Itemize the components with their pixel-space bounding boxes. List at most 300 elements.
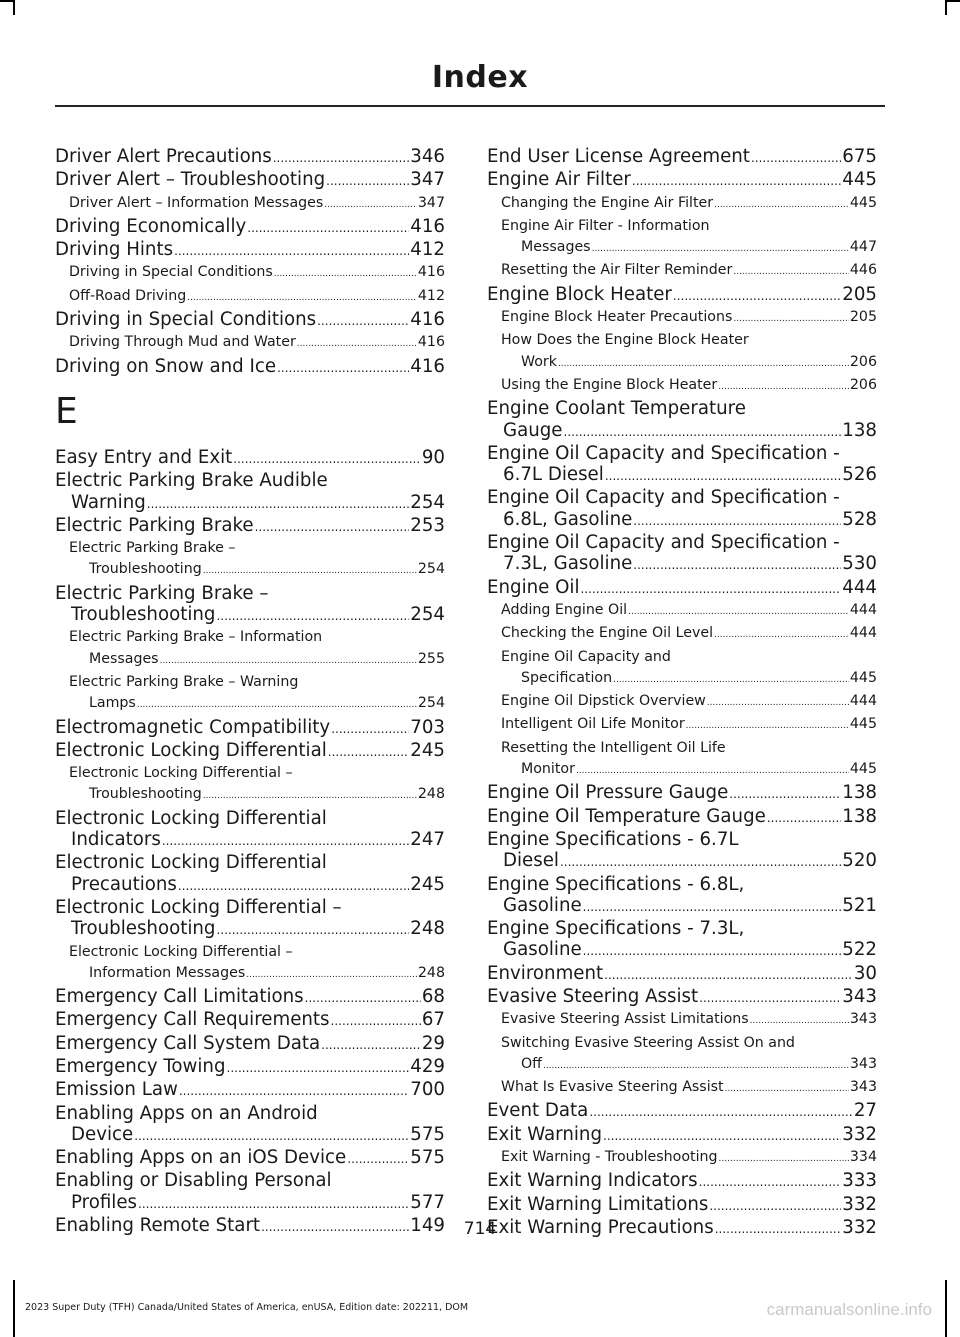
dot-leader	[255, 517, 410, 538]
index-entry-text: Driving on Snow and Ice	[55, 355, 277, 377]
index-page-number: 522	[842, 939, 877, 961]
index-subentry	[487, 1077, 877, 1100]
index-subentry	[487, 1054, 877, 1077]
index-page-number: 343	[842, 985, 877, 1007]
index-subentry	[487, 759, 877, 782]
dot-leader	[613, 670, 849, 691]
index-entry-text: Information Messages	[89, 964, 246, 981]
index-entry	[55, 1009, 445, 1032]
dot-leader	[714, 625, 849, 646]
index-page-number: 149	[410, 1215, 445, 1237]
index-entry-heading: Engine Specifications - 6.8L,	[487, 873, 745, 895]
dot-leader	[147, 494, 410, 515]
index-entry-text: Evasive Steering Assist Limitations	[501, 1011, 749, 1028]
index-entry-text: Easy Entry and Exit	[55, 446, 233, 468]
index-page-number: 346	[410, 146, 445, 167]
dot-leader	[216, 920, 409, 941]
index-subentry	[487, 193, 877, 216]
index-page-number: 343	[849, 1079, 877, 1096]
dot-leader	[633, 511, 841, 532]
index-page-number: 528	[842, 508, 877, 530]
index-entry-heading: Electric Parking Brake –	[55, 582, 269, 604]
index-subentry	[55, 693, 445, 716]
dot-leader	[719, 1149, 849, 1170]
index-page-number: 332	[842, 1193, 877, 1215]
dot-leader	[604, 965, 853, 986]
index-subentry	[55, 649, 445, 672]
dot-leader	[216, 606, 409, 627]
index-page-number: 700	[410, 1079, 445, 1101]
index-entry-text: Changing the Engine Air Filter	[501, 194, 714, 211]
index-subentry	[55, 286, 445, 309]
index-page-number: 675	[842, 146, 877, 167]
index-entry-text: Troubleshooting	[89, 786, 202, 803]
index-entry	[55, 717, 445, 740]
index-entry-text: Engine Block Heater	[487, 283, 672, 305]
dot-leader	[589, 1102, 853, 1123]
index-entry-heading: Electric Parking Brake Audible	[55, 470, 328, 492]
index-entry	[487, 1100, 877, 1123]
index-entry	[487, 1170, 877, 1193]
index-entry-text: Evasive Steering Assist	[487, 985, 699, 1007]
index-page-number: 30	[853, 962, 877, 984]
crop-mark	[13, 1280, 15, 1337]
index-subentry	[487, 1009, 877, 1032]
index-entry-heading: Electronic Locking Differential	[55, 807, 327, 829]
dot-leader	[203, 786, 417, 807]
index-page-number: 521	[842, 894, 877, 916]
index-entry-text: Indicators	[71, 829, 161, 851]
index-entry-text: Driving Hints	[55, 239, 174, 261]
index-subentry	[55, 193, 445, 216]
index-entry	[55, 447, 445, 470]
index-subentry	[487, 352, 877, 375]
dot-leader	[543, 1056, 849, 1077]
index-entry-text: Using the Engine Block Heater	[501, 376, 718, 393]
dot-leader	[673, 286, 841, 307]
index-entry-text: Checking the Engine Oil Level	[501, 625, 714, 642]
index-entry-heading: Electronic Locking Differential	[55, 852, 327, 874]
index-entry-text: Adding Engine Oil	[501, 601, 628, 618]
index-entry-text: Event Data	[487, 1100, 589, 1122]
dot-leader	[137, 695, 417, 716]
index-entry-text: Engine Oil Pressure Gauge	[487, 782, 729, 804]
index-subentry	[487, 260, 877, 283]
index-page-number: 206	[849, 376, 877, 393]
dot-leader	[203, 561, 417, 582]
index-page-number: 254	[410, 604, 445, 626]
dot-leader	[134, 1126, 409, 1147]
index-entry	[487, 464, 877, 487]
dot-leader	[138, 1194, 409, 1215]
index-page-number: 444	[842, 576, 877, 598]
index-page-number: 416	[410, 309, 445, 331]
index-page-number: 255	[417, 650, 445, 667]
index-page-number: 254	[410, 491, 445, 513]
index-entry-text: Exit Warning - Troubleshooting	[501, 1149, 718, 1166]
dot-leader	[305, 988, 421, 1009]
index-page-number: 334	[849, 1149, 877, 1166]
index-subentry	[487, 307, 877, 330]
dot-leader	[699, 988, 841, 1009]
index-page-number: 67	[421, 1009, 445, 1031]
index-page-number: 445	[849, 761, 877, 778]
index-entry-text: Driving in Special Conditions	[69, 264, 273, 281]
dot-leader	[560, 852, 841, 873]
index-page-number: 429	[410, 1055, 445, 1077]
index-page-number: 416	[410, 215, 445, 237]
index-entry	[487, 509, 877, 532]
index-entry-text: Specification	[521, 669, 613, 686]
index-subentry	[55, 332, 445, 355]
index-letter-heading: E	[55, 390, 78, 432]
index-entry-text: Exit Warning Indicators	[487, 1170, 698, 1192]
watermark-logo: carmanualsonline.info	[766, 1300, 932, 1319]
index-page-number: 245	[410, 873, 445, 895]
page-title: Index	[431, 60, 529, 95]
dot-leader	[174, 241, 409, 262]
index-page-number: 343	[849, 1011, 877, 1028]
index-entry-text: Troubleshooting	[71, 918, 216, 940]
index-entry-text: Exit Warning Precautions	[487, 1216, 714, 1238]
index-subentry	[55, 963, 445, 986]
dot-leader	[718, 377, 849, 398]
dot-leader	[603, 1126, 841, 1147]
index-entry-text: Driver Alert – Information Messages	[69, 194, 324, 211]
index-entry-heading: Engine Oil Capacity and Specification -	[487, 487, 840, 509]
index-page-number: 206	[849, 353, 877, 370]
dot-leader	[233, 449, 421, 470]
dot-leader	[632, 171, 841, 192]
index-entry-text: Environment	[487, 962, 604, 984]
index-page-number: 445	[849, 194, 877, 211]
crop-mark	[945, 1280, 947, 1337]
dot-leader	[767, 808, 841, 829]
index-entry-text: Emission Law	[55, 1079, 178, 1101]
dot-leader	[247, 218, 409, 239]
index-entry-text: Electronic Locking Differential	[55, 739, 327, 761]
index-entry-heading: Electric Parking Brake – Warning	[69, 673, 299, 690]
index-entry-text: Driver Alert – Troubleshooting	[55, 169, 326, 191]
index-entry-heading: How Does the Engine Block Heater	[501, 332, 749, 349]
edition-footer: 2023 Super Duty (TFH) Canada/United States of America, enUSA, Edition date: 202211, DOM	[25, 1302, 469, 1313]
dot-leader	[326, 171, 409, 192]
index-entry-text: Emergency Towing	[55, 1055, 226, 1077]
index-subentry	[55, 784, 445, 807]
index-entry	[487, 577, 877, 600]
dot-leader	[331, 719, 409, 740]
dot-leader	[227, 1058, 410, 1079]
index-entry	[55, 1192, 445, 1215]
dot-leader	[709, 1196, 841, 1217]
index-entry	[487, 420, 877, 443]
dot-leader	[179, 1081, 409, 1102]
dot-leader	[714, 195, 849, 216]
index-page-number: 444	[849, 693, 877, 710]
index-entry-heading: Engine Oil Capacity and	[501, 648, 671, 665]
index-entry-heading: Engine Specifications - 6.7L	[487, 828, 739, 850]
index-page-number: 343	[849, 1055, 877, 1072]
index-page-number: 29	[421, 1032, 445, 1054]
dot-leader	[317, 311, 409, 332]
index-entry-text: End User License Agreement	[487, 146, 750, 167]
index-entry-heading: Engine Oil Capacity and Specification -	[487, 442, 840, 464]
index-page-number: 253	[410, 514, 445, 536]
index-page-number: 332	[842, 1216, 877, 1238]
index-entry	[55, 492, 445, 515]
index-entry	[55, 146, 445, 169]
index-entry-text: Exit Warning	[487, 1123, 602, 1145]
dot-leader	[592, 239, 849, 260]
index-column-left	[55, 146, 445, 1238]
index-entry	[55, 1124, 445, 1147]
index-page-number: 90	[421, 446, 445, 468]
index-entry-text: 6.7L Diesel	[503, 464, 604, 486]
index-page-number: 27	[853, 1100, 877, 1122]
dot-leader	[751, 148, 841, 169]
index-page-number: 68	[421, 986, 445, 1008]
dot-leader	[274, 264, 417, 285]
dot-leader	[725, 1079, 849, 1100]
index-entry	[55, 1147, 445, 1170]
index-subentry	[487, 623, 877, 646]
dot-leader	[581, 579, 842, 600]
index-page-number: 416	[410, 355, 445, 377]
index-entry-text: Off	[521, 1055, 542, 1072]
index-entry-text: 6.8L, Gasoline	[503, 508, 633, 530]
dot-leader	[321, 1035, 421, 1056]
index-page-number: 205	[849, 309, 877, 326]
index-entry-text: Engine Block Heater Precautions	[501, 309, 733, 326]
index-entry-text: Gasoline	[503, 939, 582, 961]
index-entry-text: Resetting the Air Filter Reminder	[501, 262, 733, 279]
index-entry-text: Emergency Call Requirements	[55, 1009, 330, 1031]
index-entry	[55, 239, 445, 262]
index-page-number: 520	[842, 850, 877, 872]
index-entry	[55, 874, 445, 897]
dot-leader	[699, 1172, 842, 1193]
index-entry-heading: Engine Air Filter - Information	[501, 217, 710, 234]
index-entry-text: Messages	[521, 239, 591, 256]
index-entry	[55, 169, 445, 192]
index-page-number: 444	[849, 625, 877, 642]
index-entry-text: Exit Warning Limitations	[487, 1193, 709, 1215]
index-page-number: 248	[417, 964, 445, 981]
index-entry-text: What Is Evasive Steering Assist	[501, 1079, 724, 1096]
index-entry	[55, 216, 445, 239]
dot-leader	[729, 784, 841, 805]
dot-leader	[564, 422, 842, 443]
index-page-number: 577	[410, 1191, 445, 1213]
index-page-number: 333	[842, 1170, 877, 1192]
index-page-number: 412	[417, 287, 445, 304]
index-page-number: 526	[842, 464, 877, 486]
index-page-number: 445	[849, 669, 877, 686]
index-entry	[487, 850, 877, 873]
index-entry-heading: Engine Oil Capacity and Specification -	[487, 532, 840, 554]
index-entry	[487, 986, 877, 1009]
index-subentry	[487, 1147, 877, 1170]
index-entry-heading: Engine Specifications - 7.3L,	[487, 918, 745, 940]
dot-leader	[605, 466, 841, 487]
index-entry	[55, 829, 445, 852]
index-entry-heading: Electronic Locking Differential –	[69, 765, 293, 782]
index-page-number: 575	[410, 1147, 445, 1169]
index-entry	[55, 740, 445, 763]
index-entry-text: Enabling Apps on an iOS Device	[55, 1147, 347, 1169]
index-subentry	[55, 262, 445, 285]
index-entry	[487, 553, 877, 576]
index-entry-heading: Electronic Locking Differential –	[55, 896, 342, 918]
index-page-number: 248	[417, 786, 445, 803]
index-entry-text: Driving in Special Conditions	[55, 309, 317, 331]
index-entry	[487, 963, 877, 986]
index-entry-text: Emergency Call System Data	[55, 1032, 321, 1054]
index-entry	[487, 782, 877, 805]
index-page-number: 248	[410, 918, 445, 940]
index-entry	[55, 309, 445, 332]
dot-leader	[583, 897, 842, 918]
index-entry	[55, 1056, 445, 1079]
index-entry	[487, 1194, 877, 1217]
index-entry	[55, 918, 445, 941]
index-entry-text: Troubleshooting	[89, 561, 202, 578]
index-entry	[487, 284, 877, 307]
index-page-number: 412	[410, 239, 445, 261]
index-entry-heading: Electronic Locking Differential –	[69, 943, 293, 960]
dot-leader	[162, 831, 409, 852]
index-entry	[487, 169, 877, 192]
index-entry-text: Work	[521, 353, 557, 370]
index-entry-heading: Enabling or Disabling Personal	[55, 1170, 332, 1192]
dot-leader	[576, 761, 849, 782]
dot-leader	[187, 288, 417, 309]
dot-leader	[707, 693, 849, 714]
index-entry	[55, 1033, 445, 1056]
dot-leader	[633, 555, 841, 576]
index-page-number: 444	[849, 601, 877, 618]
index-column-right	[487, 146, 877, 1240]
index-entry	[55, 604, 445, 627]
index-entry-text: Intelligent Oil Life Monitor	[501, 716, 685, 733]
dot-leader	[750, 1011, 849, 1032]
index-page-number: 254	[417, 561, 445, 578]
index-entry-heading: Enabling Apps on an Android	[55, 1102, 318, 1124]
index-page-number: 347	[410, 169, 445, 191]
index-entry-heading: Resetting the Intelligent Oil Life	[501, 739, 726, 756]
index-entry	[487, 939, 877, 962]
index-page-number: 530	[842, 553, 877, 575]
index-entry	[487, 146, 877, 169]
index-entry	[487, 895, 877, 918]
index-subentry	[55, 559, 445, 582]
index-entry-text: Lamps	[89, 695, 136, 712]
index-page-number: 254	[417, 695, 445, 712]
index-page-number: 205	[842, 283, 877, 305]
index-entry-text: 7.3L, Gasoline	[503, 553, 633, 575]
dot-leader	[733, 309, 849, 330]
index-entry-text: Gasoline	[503, 894, 582, 916]
index-entry-heading: Engine Coolant Temperature	[487, 398, 746, 420]
index-page-number: 416	[417, 334, 445, 351]
index-entry-text: Electromagnetic Compatibility	[55, 716, 331, 738]
index-entry	[55, 356, 445, 379]
crop-mark	[945, 0, 960, 2]
index-entry-heading: Electric Parking Brake –	[69, 540, 236, 557]
index-entry-text: Electric Parking Brake	[55, 514, 254, 536]
crop-mark	[13, 0, 15, 15]
dot-leader	[331, 1011, 421, 1032]
dot-leader	[178, 876, 409, 897]
index-page-number: 447	[849, 239, 877, 256]
index-entry	[487, 1124, 877, 1147]
index-entry	[55, 1079, 445, 1102]
index-entry-heading: Electric Parking Brake – Information	[69, 629, 323, 646]
index-entry-text: Engine Air Filter	[487, 169, 631, 191]
dot-leader	[686, 716, 849, 737]
index-page-number: 446	[849, 262, 877, 279]
index-page-number: 138	[842, 782, 877, 804]
index-entry	[55, 515, 445, 538]
index-page-number: 347	[417, 194, 445, 211]
index-page-number: 416	[417, 264, 445, 281]
index-page-number: 445	[849, 716, 877, 733]
index-page-number: 138	[842, 805, 877, 827]
index-entry	[55, 986, 445, 1009]
index-entry	[487, 806, 877, 829]
crop-mark	[945, 0, 947, 15]
dot-leader	[347, 1149, 409, 1170]
dot-leader	[733, 262, 849, 283]
dot-leader	[583, 941, 842, 962]
index-entry-text: Off-Road Driving	[69, 287, 187, 304]
index-entry-text: Warning	[71, 491, 146, 513]
index-page-number: 703	[410, 716, 445, 738]
index-page-number: 332	[842, 1123, 877, 1145]
index-entry-text: Messages	[89, 650, 159, 667]
index-entry-text: Gauge	[503, 419, 563, 441]
dot-leader	[160, 651, 417, 672]
index-page-number: 247	[410, 829, 445, 851]
index-entry-text: Monitor	[521, 761, 575, 778]
index-subentry	[487, 375, 877, 398]
index-subentry	[487, 600, 877, 623]
page-number: 714	[463, 1219, 497, 1239]
index-entry-text: Device	[71, 1123, 134, 1145]
header-rule	[55, 105, 885, 107]
index-entry-text: Diesel	[503, 850, 559, 872]
dot-leader	[324, 195, 417, 216]
index-page-number: 138	[842, 419, 877, 441]
dot-leader	[328, 742, 410, 763]
index-entry-text: Driving Through Mud and Water	[69, 334, 296, 351]
index-page-number: 445	[842, 169, 877, 191]
index-subentry	[487, 668, 877, 691]
dot-leader	[246, 965, 417, 986]
index-entry-text: Engine Oil Dipstick Overview	[501, 693, 706, 710]
index-entry-text: Engine Oil Temperature Gauge	[487, 805, 766, 827]
index-entry-text: Profiles	[71, 1191, 138, 1213]
index-entry-text: Enabling Remote Start	[55, 1215, 261, 1237]
dot-leader	[628, 602, 849, 623]
index-entry-text: Driving Economically	[55, 215, 247, 237]
index-page-number: 575	[410, 1123, 445, 1145]
index-page-number: 245	[410, 739, 445, 761]
index-subentry	[487, 714, 877, 737]
index-entry-text: Engine Oil	[487, 576, 580, 598]
index-entry-text: Precautions	[71, 873, 177, 895]
dot-leader	[277, 358, 409, 379]
